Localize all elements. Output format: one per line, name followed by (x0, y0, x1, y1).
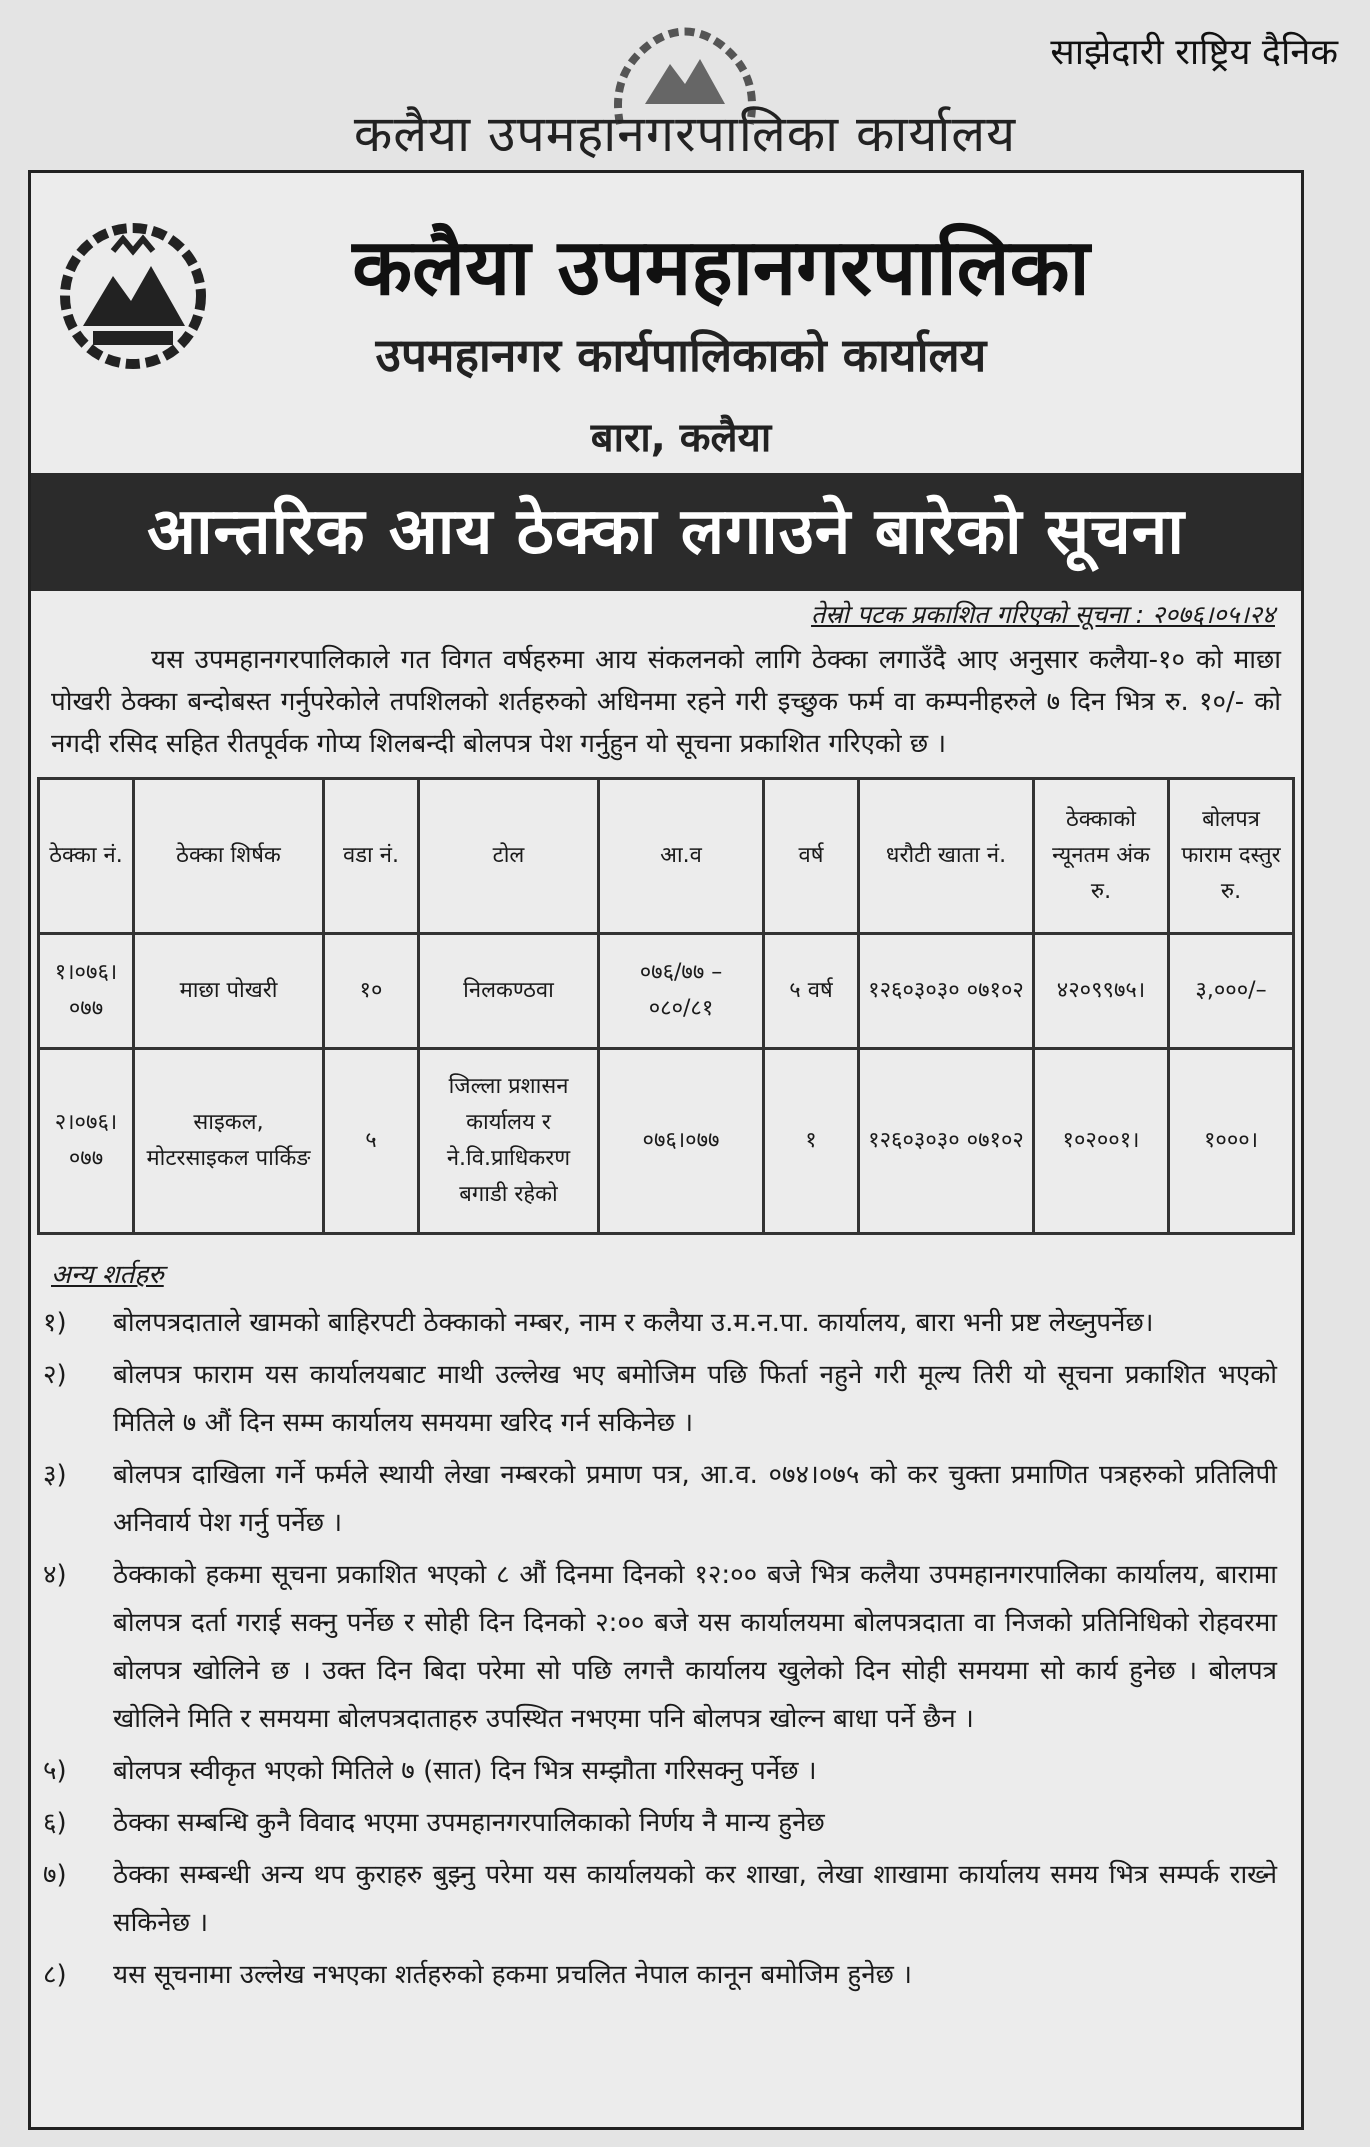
notice-title: आन्तरिक आय ठेक्का लगाउने बारेको सूचना (31, 473, 1301, 591)
condition-number: ४) (43, 1560, 67, 1590)
cell-contract-no: २।०७६।०७७ (39, 1049, 134, 1234)
condition-number: ६) (43, 1808, 67, 1838)
condition-text: बोलपत्रदाताले खामको बाहिरपटी ठेक्काको नम्बर, नाम र कलैया उ.म.न.पा. कार्यालय, बारा भनी प्रष्ट लेख्नुपर्नेछ। (113, 1308, 1154, 1338)
notice-header (31, 173, 1301, 473)
condition-item (43, 1951, 1277, 1999)
cell-fiscal-year: ०७६/७७ – ०८०/८१ (599, 934, 764, 1049)
col-minimum-amount: ठेक्काको न्यूनतम अंक रु. (1034, 779, 1169, 934)
condition-number: ७) (43, 1860, 67, 1890)
cell-years: ५ वर्ष (764, 934, 859, 1049)
condition-item (43, 1851, 1277, 1947)
republish-note: तेस्रो पटक प्रकाशित गरिएको सूचना : २०७६।०५।२४ (811, 600, 1275, 629)
condition-number: ३) (43, 1460, 67, 1490)
condition-number: १) (43, 1308, 67, 1338)
contracts-table (37, 777, 1295, 1235)
condition-item (43, 1799, 1277, 1847)
condition-number: ८) (43, 1960, 67, 1990)
cell-form-fee: ३,०००/– (1169, 934, 1294, 1049)
cell-deposit-account: १२६०३०३० ०७१०२ (859, 1049, 1034, 1234)
cell-form-fee: १०००। (1169, 1049, 1294, 1234)
cell-tole: जिल्ला प्रशासन कार्यालय र ने.वि.प्राधिकरण बगाडी रहेको (419, 1049, 599, 1234)
newspaper-name: साझेदारी राष्ट्रिय दैनिक (1050, 32, 1338, 73)
cell-deposit-account: १२६०३०३० ०७१०२ (859, 934, 1034, 1049)
cell-ward-no: ५ (324, 1049, 419, 1234)
condition-number: ५) (43, 1756, 67, 1786)
cell-contract-title: साइकल, मोटरसाइकल पार्किङ (134, 1049, 324, 1234)
col-years: वर्ष (764, 779, 859, 934)
col-fiscal-year: आ.व (599, 779, 764, 934)
condition-text: बोलपत्र दाखिला गर्ने फर्मले स्थायी लेखा नम्बरको प्रमाण पत्र, आ.व. ०७४।०७५ को कर चुक्ता प्रमाणित पत्रहरुको प्रतिलिपी अनिवार्य पेश गर्नु पर्नेछ । (113, 1460, 1277, 1538)
col-form-fee: बोलपत्र फाराम दस्तुर रु. (1169, 779, 1294, 934)
condition-text: बोलपत्र स्वीकृत भएको मितिले ७ (सात) दिन भित्र सम्झौता गरिसक्नु पर्नेछ । (113, 1756, 817, 1786)
cell-years: १ (764, 1049, 859, 1234)
condition-item (43, 1747, 1277, 1795)
col-contract-no: ठेक्का नं. (39, 779, 134, 934)
col-contract-title: ठेक्का शिर्षक (134, 779, 324, 934)
table-row (39, 1049, 1294, 1234)
condition-item (43, 1299, 1277, 1347)
condition-text: ठेक्का सम्बन्धी अन्य थप कुराहरु बुझ्नु परेमा यस कार्यालयको कर शाखा, लेखा शाखामा कार्यालय समय भित्र सम्पर्क राख्ने सकिनेछ । (113, 1860, 1277, 1938)
cell-contract-title: माछा पोखरी (134, 934, 324, 1049)
col-deposit-account: धरौटी खाता नं. (859, 779, 1034, 934)
municipality-name: कलैया उपमहानगरपालिका (352, 223, 1090, 313)
notice-box (28, 170, 1304, 2130)
condition-text: यस सूचनामा उल्लेख नभएका शर्तहरुको हकमा प्रचलित नेपाल कानून बमोजिम हुनेछ । (113, 1960, 912, 1990)
col-tole: टोल (419, 779, 599, 934)
condition-text: बोलपत्र फाराम यस कार्यालयबाट माथी उल्लेख भए बमोजिम पछि फिर्ता नहुने गरी मूल्य तिरी यो सूचना प्रकाशित भएको मितिले ७ औं दिन सम्म कार्यालय समयमा खरिद गर्न सकिनेछ । (113, 1360, 1277, 1438)
office-name: उपमहानगर कार्यपालिकाको कार्यालय (375, 328, 987, 382)
cell-tole: निलकण्ठवा (419, 934, 599, 1049)
table-row (39, 934, 1294, 1049)
cell-minimum-amount: ४२०९९७५। (1034, 934, 1169, 1049)
intro-paragraph: यस उपमहानगरपालिकाले गत विगत वर्षहरुमा आय संकलनको लागि ठेक्का लगाउँदै आए अनुसार कलैया-१० को माछा पोखरी ठेक्का बन्दोबस्त गर्नुपरेकोले तपशिलको शर्तहरुको अधिनमा रहने गरी इच्छुक फर्म वा कम्पनीहरुले ७ दिन भित्र रु. १०/- को नगदी रसिद सहित रीतपूर्वक गोप्य शिलबन्दी बोलपत्र पेश गर्नुहुन यो सूचना प्रकाशित गरिएको छ । (51, 645, 1281, 759)
cell-ward-no: १० (324, 934, 419, 1049)
office-caption: कलैया उपमहानगरपालिका कार्यालय (353, 105, 1017, 163)
col-ward-no: वडा नं. (324, 779, 419, 934)
cell-fiscal-year: ०७६।०७७ (599, 1049, 764, 1234)
cell-contract-no: १।०७६।०७७ (39, 934, 134, 1049)
cell-minimum-amount: १०२००१। (1034, 1049, 1169, 1234)
conditions-list (31, 1299, 1301, 1999)
table-header-row (39, 779, 1294, 934)
condition-item (43, 1451, 1277, 1547)
location: बारा, कलैया (590, 415, 772, 461)
condition-item (43, 1551, 1277, 1743)
condition-number: २) (43, 1360, 67, 1390)
conditions-heading: अन्य शर्तहरु (51, 1260, 164, 1290)
condition-item (43, 1351, 1277, 1447)
condition-text: ठेक्काको हकमा सूचना प्रकाशित भएको ८ औं दिनमा दिनको १२:०० बजे भित्र कलैया उपमहानगरपालिका कार्यालय, बारामा बोलपत्र दर्ता गराई सक्नु पर्नेछ र सोही दिन दिनको २:०० बजे यस कार्यालयमा बोलपत्रदाता वा निजको प्रतिनिधिको रोहवरमा बोलपत्र खोलिने छ । उक्त दिन बिदा परेमा सो पछि लगत्तै कार्यालय खुलेको दिन सोही समयमा सो कार्य हुनेछ । बोलपत्र खोलिने मिति र समयमा बोलपत्रदाताहरु उपस्थित नभएमा पनि बोलपत्र खोल्न बाधा पर्ने छैन । (113, 1560, 1277, 1734)
condition-text: ठेक्का सम्बन्धि कुनै विवाद भएमा उपमहानगरपालिकाको निर्णय नै मान्य हुनेछ (113, 1808, 825, 1838)
